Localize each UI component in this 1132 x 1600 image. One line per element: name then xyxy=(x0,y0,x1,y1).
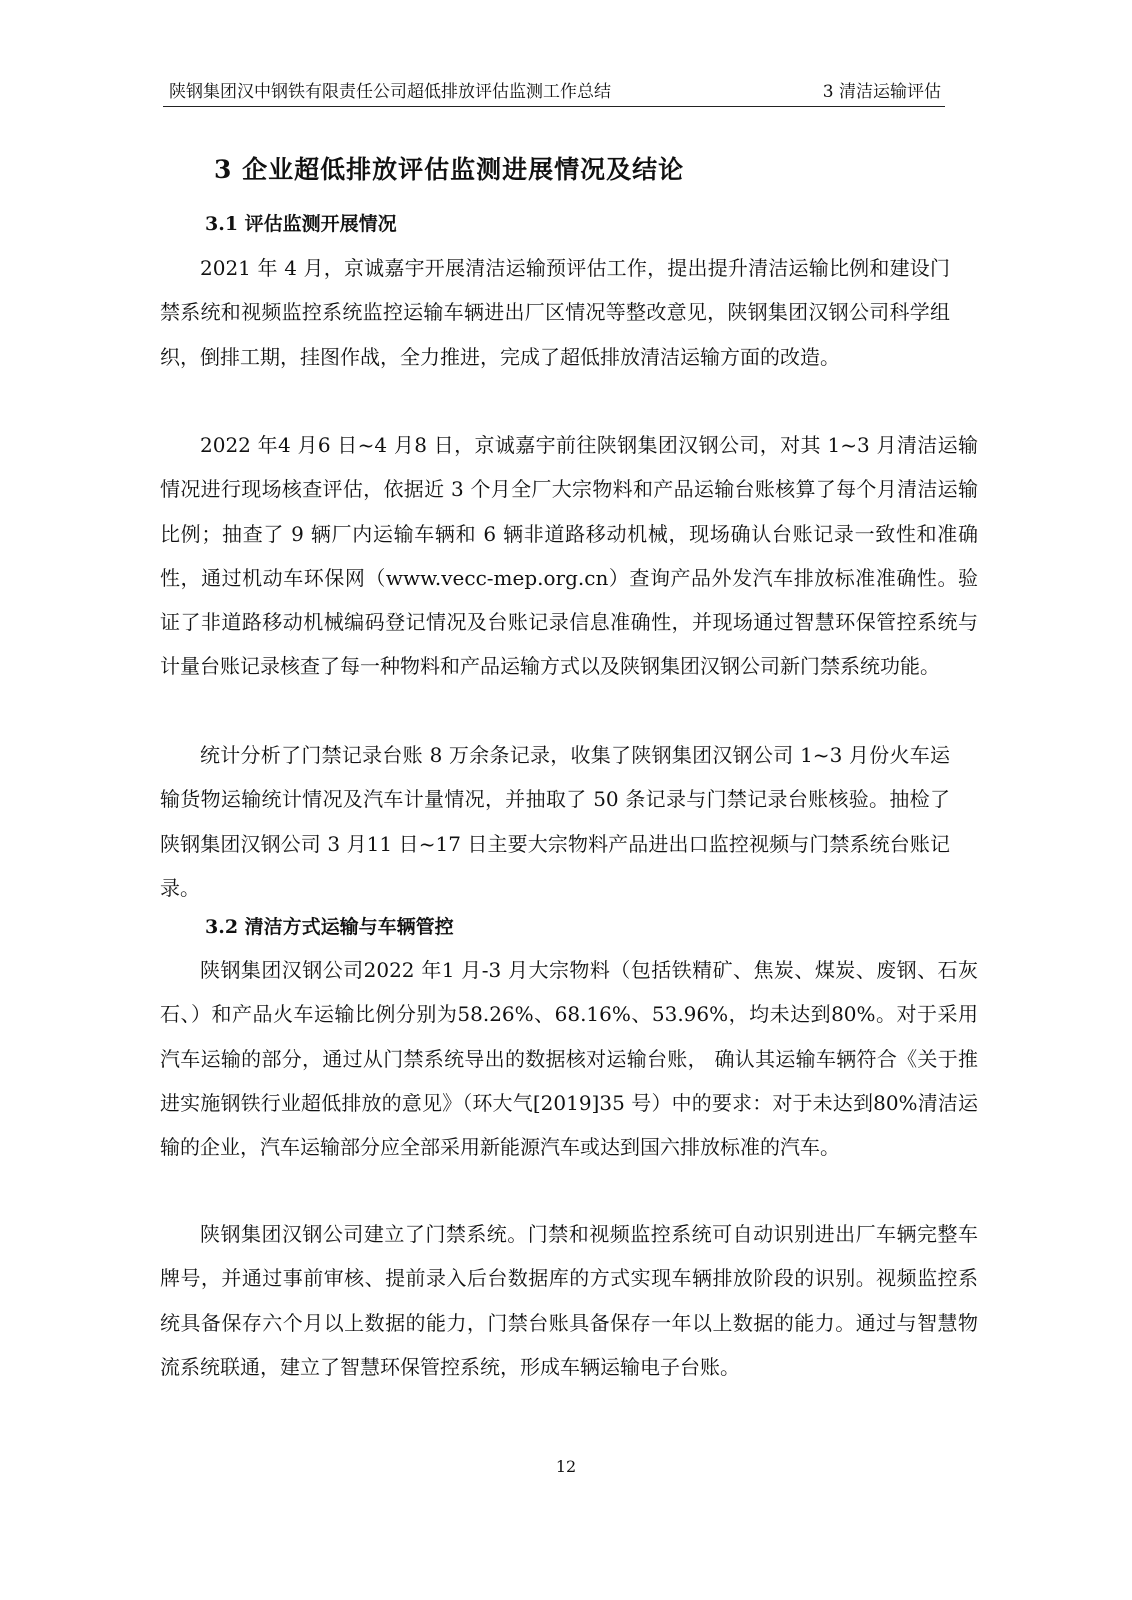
paragraph: 2022 年4 月6 日~4 月8 日，京诚嘉宇前往陕钢集团汉钢公司，对其 1~3 月清洁运输情况进行现场核查评估，依据近 3 个月全厂大宗物料和产品运输台账核算了每个月清洁运输比例；抽查了 9 辆厂内运输车辆和 6 辆非道路移动机械，现场确认台账记录一致性和准确性，通过机动车环保网（www.vecc-mep.org.cn）查询产品外发汽车排放标准准确性。验证了非道路移动机械编码登记情况及台账记录信息准确性，并现场通过智慧环保管控系统与计量台账记录核查了每一种物料和产品运输方式以及陕钢集团汉钢公司新门禁系统功能。 xyxy=(160,433,978,679)
paragraph: 陕钢集团汉钢公司建立了门禁系统。门禁和视频监控系统可自动识别进出厂车辆完整车牌号，并通过事前审核、提前录入后台数据库的方式实现车辆排放阶段的识别。视频监控系统具备保存六个月以上数据的能力，门禁台账具备保存一年以上数据的能力。通过与智慧物流系统联通，建立了智慧环保管控系统，形成车辆运输电子台账。 xyxy=(160,1222,978,1379)
paragraph: 统计分析了门禁记录台账 8 万余条记录，收集了陕钢集团汉钢公司 1~3 月份火车运输货物运输统计情况及汽车计量情况，并抽取了 50 条记录与门禁记录台账核验。抽检了陕钢集团汉钢公司 3 月11 日~17 日主要大宗物料产品进出口监控视频与门禁系统台账记录。 xyxy=(160,743,950,900)
page-header xyxy=(163,76,945,107)
header-chapter-label: 3 清洁运输评估 xyxy=(822,82,941,102)
page-number: 12 xyxy=(555,1457,577,1476)
section-title-3-2: 3.2 清洁方式运输与车辆管控 xyxy=(205,916,454,938)
paragraph: 陕钢集团汉钢公司2022 年1 月-3 月大宗物料（包括铁精矿、焦炭、煤炭、废钢、石灰石、）和产品火车运输比例分别为58.26%、68.16%、53.96%，均未达到80%。对于采用汽车运输的部分，通过从门禁系统导出的数据核对运输台账， 确认其运输车辆符合《关于推进实施钢铁行业超低排放的意见》（环大气[2019]35 号）中的要求：对于未达到80%清洁运输的企业，汽车运输部分应全部采用新能源汽车或达到国六排放标准的汽车。 xyxy=(160,958,978,1160)
chapter-title: 3 企业超低排放评估监测进展情况及结论 xyxy=(214,155,685,184)
header-document-title: 陕钢集团汉中钢铁有限责任公司超低排放评估监测工作总结 xyxy=(169,82,611,102)
section-title-3-1: 3.1 评估监测开展情况 xyxy=(205,213,397,235)
paragraph: 2021 年 4 月，京诚嘉宇开展清洁运输预评估工作，提出提升清洁运输比例和建设门禁系统和视频监控系统监控运输车辆进出厂区情况等整改意见，陕钢集团汉钢公司科学组织，倒排工期，挂图作战，全力推进，完成了超低排放清洁运输方面的改造。 xyxy=(160,256,950,369)
